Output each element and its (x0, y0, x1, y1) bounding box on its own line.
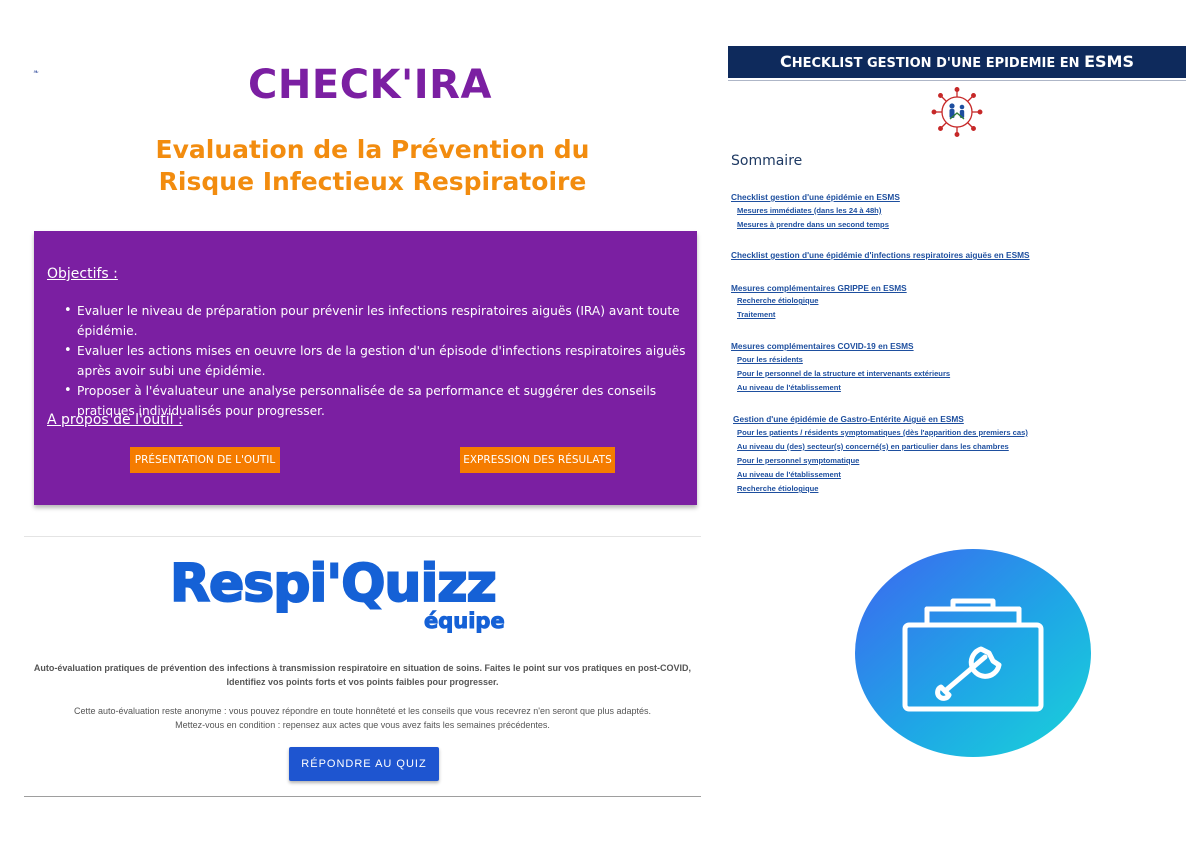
checklist-banner (728, 46, 1186, 78)
section-divider (24, 796, 701, 797)
checkira-info-panel (34, 231, 697, 505)
banner-initial: C (780, 52, 792, 71)
toc-subsection-link[interactable]: Traitement (737, 310, 776, 319)
respiquizz-description-line1: Auto-évaluation pratiques de prévention des infections à transmission respiratoire en situation de soins. Faites le point sur vos pratiques en post-COVID, (33, 663, 692, 673)
objectives-list (64, 301, 689, 421)
banner-underline (728, 80, 1186, 81)
respiquizz-note-line2: Mettez-vous en condition : repensez aux actes que vous avez faits les semaines précédentes. (175, 720, 550, 730)
results-button[interactable]: EXPRESSION DES RÉSULATS (460, 447, 615, 473)
presentation-button[interactable]: PRÉSENTATION DE L'OUTIL (130, 447, 280, 473)
objectives-heading: Objectifs : (47, 266, 118, 282)
respiquizz-description (24, 661, 701, 689)
respiquizz-description-line2: Identifiez vos points forts et vos points faibles pour progresser. (226, 677, 499, 687)
toc-subsection-link[interactable]: Au niveau de l'établissement (737, 470, 841, 479)
respiquizz-logo-sub: équipe (424, 609, 505, 633)
tiny-mark-icon: ❧ (33, 68, 39, 76)
toc-section-link[interactable]: Checklist gestion d'une épidémie en ESMS (731, 192, 900, 202)
toc-section-link[interactable]: Gestion d'une épidémie de Gastro-Entérite Aiguë en ESMS (733, 414, 964, 424)
toc-section-link[interactable]: Mesures complémentaires COVID-19 en ESMS (731, 341, 914, 351)
section-divider (24, 536, 701, 537)
respiquizz-note-line1: Cette auto-évaluation reste anonyme : vous pouvez répondre en toute honnêteté et les conseils que vous recevrez n'en seront que plus adaptés. (73, 706, 652, 716)
about-heading: A propos de l'outil : (47, 412, 183, 428)
toc-subsection-link[interactable]: Mesures immédiates (dans les 24 à 48h) (737, 206, 882, 215)
toc-subsection-link[interactable]: Pour les résidents (737, 355, 803, 364)
toc-subsection-link[interactable]: Au niveau de l'établissement (737, 383, 841, 392)
objective-item: • Proposer à l'évaluateur une analyse personnalisée de sa performance et suggérer des conseils pratiques individualisés pour progresser. (64, 381, 689, 421)
checkira-subtitle-line2: Risque Infectieux Respiratoire (158, 167, 587, 196)
toc-subsection-link[interactable]: Mesures à prendre dans un second temps (737, 220, 889, 229)
toc-subsection-link[interactable]: Pour le personnel de la structure et intervenants extérieurs (737, 369, 951, 378)
virus-family-logo-icon (928, 86, 986, 138)
respiquizz-note (24, 704, 701, 732)
respiquizz-logo (170, 554, 570, 644)
respiquizz-logo-main: Respi'Quizz (170, 554, 496, 614)
toc-subsection-link[interactable]: Recherche étiologique (737, 484, 819, 493)
answer-quiz-button[interactable]: RÉPONDRE AU QUIZ (289, 747, 439, 781)
toc-section-link[interactable]: Checklist gestion d'une épidémie d'infections respiratoires aiguës en ESMS (731, 250, 1030, 260)
toc-subsection-link[interactable]: Pour les patients / résidents symptomatiques (dès l'apparition des premiers cas) (737, 428, 1028, 437)
toolbox-wrench-icon (855, 549, 1091, 757)
toc-section-link[interactable]: Mesures complémentaires GRIPPE en ESMS (731, 283, 907, 293)
checkira-subtitle (100, 134, 645, 198)
objective-item: • Evaluer les actions mises en oeuvre lors de la gestion d'un épisode d'infections respiratoires aiguës après avoir subi une épidémie. (64, 341, 689, 381)
sommaire-title: Sommaire (731, 153, 803, 169)
checkira-title: CHECK'IRA (248, 62, 492, 108)
toc-subsection-link[interactable]: Au niveau du (des) secteur(s) concerné(s) en particulier dans les chambres (737, 442, 1009, 451)
checkira-subtitle-line1: Evaluation de la Prévention du (155, 135, 590, 164)
toc-subsection-link[interactable]: Pour le personnel symptomatique (737, 456, 860, 465)
banner-text: HECKLIST GESTION D'UNE EPIDEMIE EN (791, 56, 1085, 71)
objective-item: • Evaluer le niveau de préparation pour prévenir les infections respiratoires aiguës (IRA) avant toute épidémie. (64, 301, 689, 341)
toc-subsection-link[interactable]: Recherche étiologique (737, 296, 819, 305)
banner-esms: ESMS (1084, 52, 1134, 71)
